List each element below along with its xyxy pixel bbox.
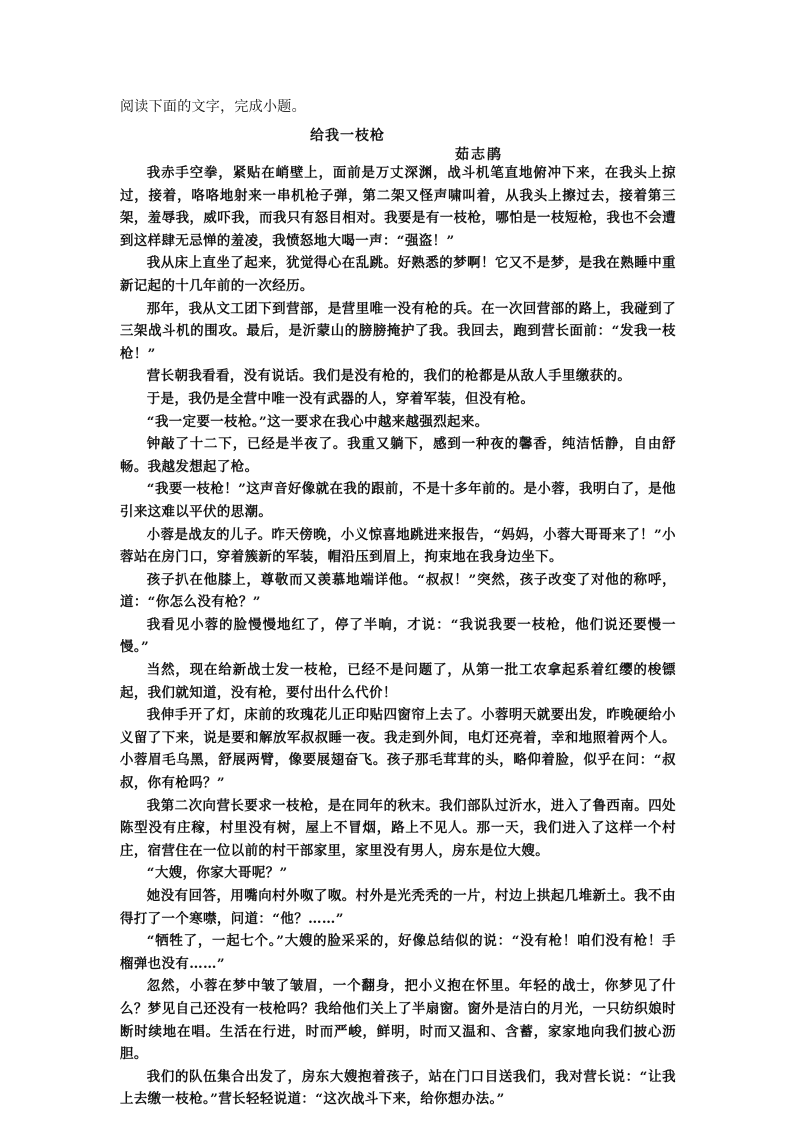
paragraph: 我赤手空拳，紧贴在峭壁上，面前是万丈深渊，战斗机笔直地俯冲下来，在我头上掠过，接着，咯咯地射来一串机枪子弹，第二架又怪声啸叫着，从我头上擦过去，接着第三架，羞辱我，威吓我，而我只有怒目相对。我要是有一枝枪，哪怕是一枝短枪，我也不会遭到这样肆无忌惮的羞凌，我愤怒地大喝一声：“强盗！” — [120, 165, 676, 249]
paragraph: 于是，我仍是全营中唯一没有武器的人，穿着军装，但没有枪。 — [146, 390, 535, 407]
paragraph: 小蓉是战友的儿子。昨天傍晚，小义惊喜地跳进来报告，“妈妈，小蓉大哥哥来了！”小蓉站在房门口，穿着簇新的军装，帽沿压到眉上，拘束地在我身边坐下。 — [120, 526, 676, 566]
paragraph: “大嫂，你家大哥呢？” — [146, 865, 288, 882]
paragraph: 我伸手开了灯，床前的玫瑰花儿正印贴四窗帘上去了。小蓉明天就要出发，昨晚硬给小义留了下来，说是要和解放军叔叔睡一夜。我走到外间，电灯还亮着，幸和地照着两个人。小蓉眉毛乌黑，舒展两臂，像要展翅奋飞。孩子那毛茸茸的头，略仰着脸，似乎在问：“叔叔，你有枪吗？” — [120, 707, 676, 792]
paragraph: 我看见小蓉的脸慢慢地红了，停了半晌，才说：“我说我要一枝枪，他们说还要慢一慢。” — [120, 616, 676, 656]
paragraph: 当然，现在给新战士发一枝枪，已经不是问题了，从第一批工农拿起系着红缨的梭镖起，我们就知道，没有枪，要付出什么代价！ — [120, 662, 676, 701]
paragraph: 我第二次向营长要求一枝枪，是在同年的秋末。我们部队过沂水，进入了鲁西南。四处陈型没有庄稼，村里没有树，屋上不冒烟，路上不见人。那一天，我们进入了这样一个村庄，宿营住在一位以前的村干部家里，家里没有男人，房东是位大嫂。 — [120, 797, 676, 859]
paragraph: 营长朝我看看，没有说话。我们是没有枪的，我们的枪都是从敌人手里缴获的。 — [146, 368, 632, 385]
paragraph: 那年，我从文工团下到营部，是营里唯一没有枪的兵。在一次回营部的路上，我碰到了三架战斗机的围攻。最后，是沂蒙山的膀膀掩护了我。我回去，跑到营长面前：“发我一枝枪！” — [120, 300, 676, 362]
question-instruction: 阅读下面的文字，完成小题。 — [120, 99, 306, 115]
paragraph: “我要一枝枪！”这声音好像就在我的跟前，不是十多年前的。是小蓉，我明白了，是他引来这难以平伏的思潮。 — [120, 481, 676, 520]
article-title: 给我一枝枪 — [310, 128, 385, 144]
article-body — [120, 162, 676, 1111]
paragraph: “我一定要一枝枪。”这一要求在我心中越来越强烈起来。 — [146, 413, 489, 430]
paragraph: 我从床上直坐了起来，犹觉得心在乱跳。好熟悉的梦啊！它又不是梦，是我在熟睡中重新记起的十几年前的一次经历。 — [120, 255, 676, 294]
article-author: 茹志鹃 — [455, 147, 503, 163]
paragraph: 我们的队伍集合出发了，房东大嫂抱着孩子，站在门口目送我们，我对营长说：“让我上去缴一枝枪。”营长轻轻说道：“这次战斗下来，给你想办法。” — [120, 1068, 676, 1108]
paragraph: “牺牲了，一起七个。”大嫂的脸采采的，好像总结似的说：“没有枪！咱们没有枪！手榴弹也没有……” — [120, 933, 676, 972]
paragraph: 钟敲了十二下，已经是半夜了。我重又躺下，感到一种夜的馨香，纯洁恬静，自由舒畅。我越发想起了枪。 — [120, 436, 676, 475]
paragraph: 孩子扒在他膝上，尊敬而又羡慕地端详他。“叔叔！”突然，孩子改变了对他的称呼，道：“你怎么没有枪？” — [120, 571, 676, 611]
paragraph: 忽然，小蓉在梦中皱了皱眉，一个翻身，把小义抱在怀里。年轻的战士，你梦见了什么？梦见自己还没有一枝枪吗？我给他们关上了半扇窗。窗外是洁白的月光，一只纺织娘时断时续地在唱。生活在行进，时而严峻，鲜明，时而又温和、含蓄，家家地向我们披心沥胆。 — [120, 978, 676, 1063]
paragraph: 她没有回答，用嘴向村外呶了呶。村外是光秃秃的一片，村边上拱起几堆新土。我不由得打了一个寒噤，问道：“他？……” — [120, 888, 676, 927]
